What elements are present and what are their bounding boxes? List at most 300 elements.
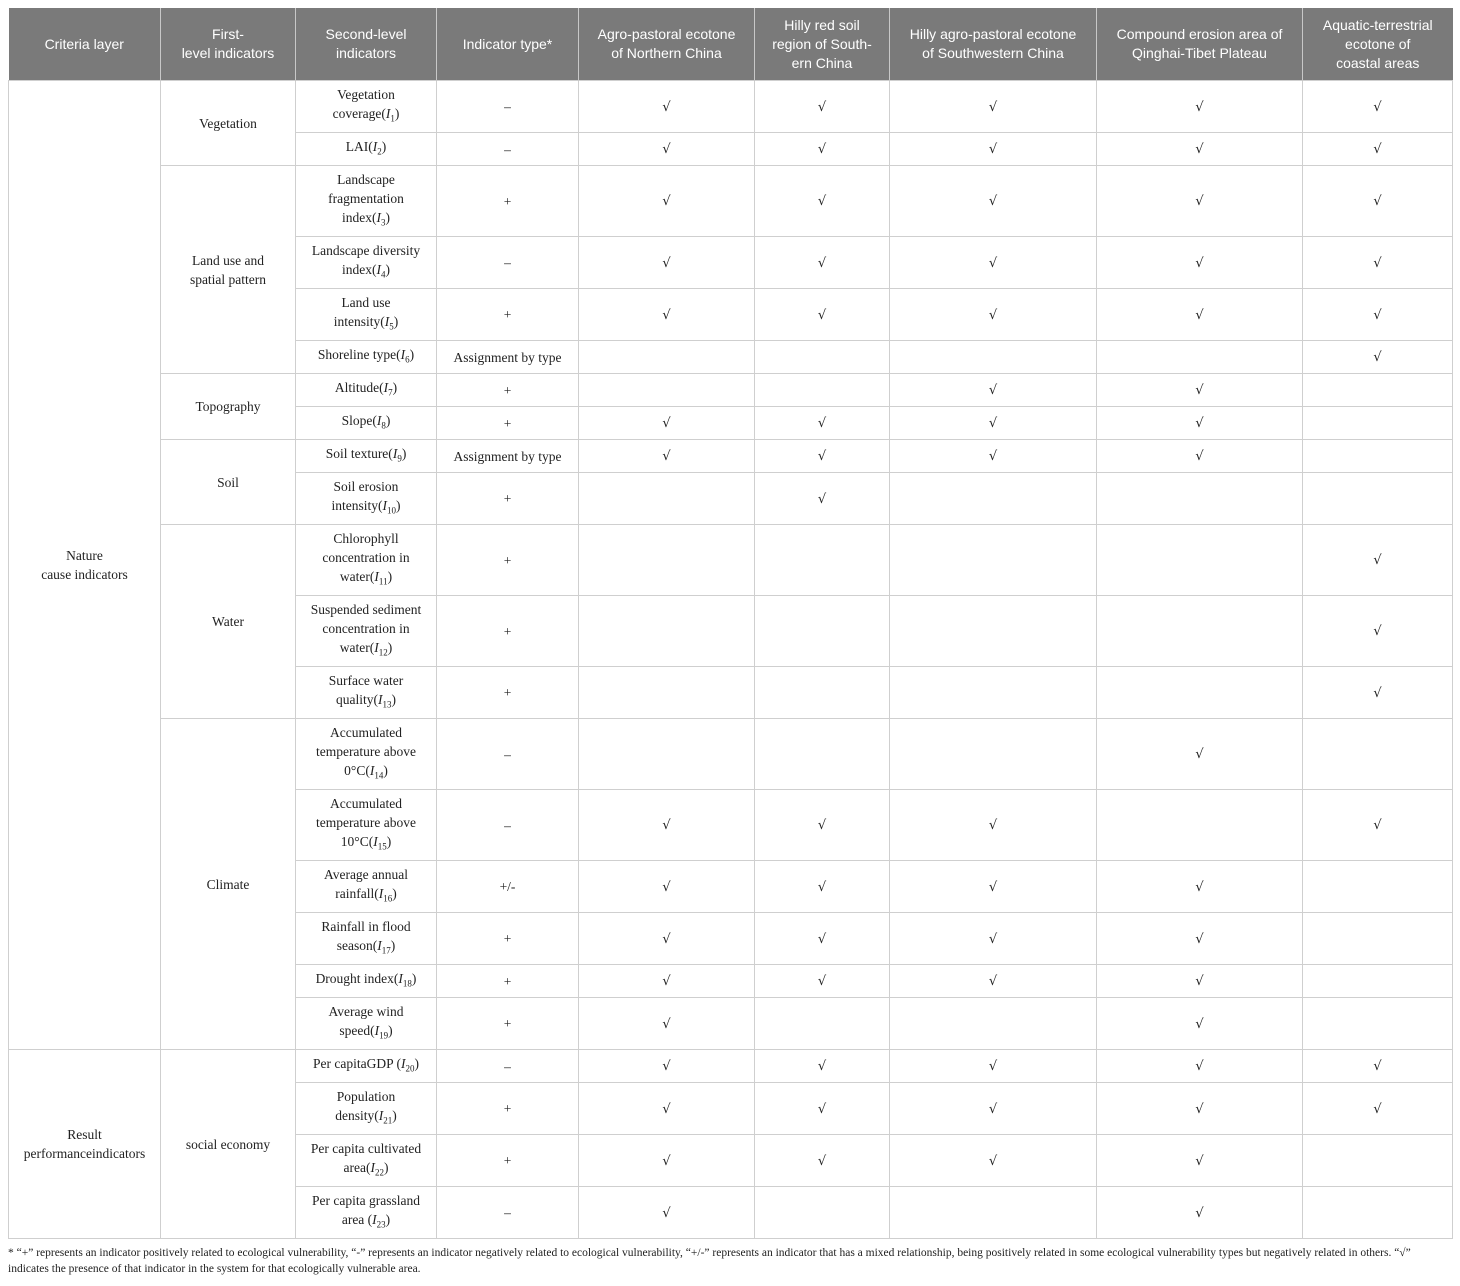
check-mark-icon: √ (1373, 194, 1382, 209)
region-presence-cell (1097, 1083, 1303, 1135)
indicator-name: Soil texture( (325, 445, 393, 461)
check-mark-icon: √ (662, 255, 671, 271)
check-mark-icon: √ (988, 194, 998, 209)
indicator-subscript: 3 (381, 217, 386, 228)
check-mark-icon: √ (988, 1059, 998, 1074)
region-presence-cell (890, 719, 1097, 790)
region-presence-cell (1303, 407, 1453, 440)
indicator-symbol: I (372, 138, 378, 154)
indicator-table (8, 8, 1453, 1239)
region-presence-cell (755, 440, 890, 473)
region-presence-cell (1303, 913, 1453, 965)
indicator-name: Average wind speed( (328, 1003, 404, 1038)
check-mark-icon: √ (988, 1153, 998, 1169)
indicator-tail: ) (411, 970, 417, 986)
indicator-tail: ) (391, 691, 396, 707)
table-header (9, 8, 1453, 81)
check-mark-icon: √ (817, 416, 827, 431)
check-mark-icon: √ (817, 931, 827, 947)
check-mark-icon: √ (662, 931, 671, 947)
indicator-symbol: I (385, 105, 391, 121)
region-presence-cell (1303, 667, 1453, 719)
table-row (9, 1050, 1453, 1083)
check-mark-icon: √ (817, 491, 827, 507)
check-mark-icon: √ (988, 416, 998, 431)
indicator-symbol: I (370, 1159, 375, 1175)
region-presence-cell (890, 1187, 1097, 1239)
region-presence-cell (1097, 998, 1303, 1050)
check-mark-icon: √ (662, 1205, 671, 1221)
check-mark-icon: √ (1195, 142, 1204, 157)
region-presence-cell (1097, 81, 1303, 133)
region-presence-cell (579, 374, 755, 407)
indicator-symbol: I (384, 313, 390, 329)
check-mark-icon: √ (1373, 685, 1382, 701)
region-presence-cell (579, 525, 755, 596)
region-presence-cell (755, 525, 890, 596)
first-level-indicator-cell: Water (161, 525, 296, 719)
region-presence-cell (1303, 861, 1453, 913)
check-mark-icon: √ (1195, 99, 1204, 115)
second-level-indicator-cell (296, 289, 437, 341)
indicator-type-cell: – (437, 719, 579, 790)
region-presence-cell (755, 790, 890, 861)
indicator-tail: ) (383, 762, 388, 778)
indicator-tail: ) (386, 833, 392, 849)
check-mark-icon: √ (817, 307, 827, 323)
indicator-subscript: 5 (389, 321, 394, 332)
indicator-symbol: I (374, 639, 379, 655)
indicator-symbol: I (376, 209, 381, 225)
indicator-type-cell: + (437, 1135, 579, 1187)
indicator-type-cell: + (437, 596, 579, 667)
indicator-subscript: 18 (402, 978, 412, 989)
indicator-name: Slope( (341, 412, 377, 428)
region-presence-cell (1303, 1083, 1453, 1135)
criteria-layer-cell: Nature cause indicators (9, 81, 161, 1050)
header-second-level (296, 8, 437, 81)
second-level-indicator-cell (296, 965, 437, 998)
region-presence-cell (579, 913, 755, 965)
header-second-level-label: Second-level indicators (325, 26, 407, 61)
check-mark-icon: √ (662, 1153, 671, 1169)
check-mark-icon: √ (1373, 624, 1382, 639)
region-presence-cell (890, 667, 1097, 719)
second-level-indicator-cell (296, 1083, 437, 1135)
region-presence-cell (579, 1135, 755, 1187)
indicator-symbol: I (398, 970, 403, 986)
table-footnote: * “+” represents an indicator positively related to ecological vulnerability, “-” represents an indicator negatively related to ecological vulnerability, “+/-” represents an indicator that has a mixed relationship, being positively related in some ecological vulnerability types but negatively related in others. “√” indicates the presence of that indicator in the system for that ecologically vulnerable area. (8, 1247, 1411, 1275)
indicator-name: Shoreline type( (317, 346, 401, 362)
check-mark-icon: √ (817, 1153, 827, 1169)
region-presence-cell (755, 407, 890, 440)
indicator-tail: ) (392, 1107, 397, 1123)
region-presence-cell (890, 525, 1097, 596)
check-mark-icon: √ (662, 974, 671, 989)
indicator-name: Landscape diversity index( (311, 242, 421, 277)
indicator-tail: ) (383, 1159, 389, 1175)
region-presence-cell (1303, 790, 1453, 861)
header-region-coastal: Aquatic-terrestrial ecotone of coastal areas (1303, 8, 1453, 81)
check-mark-icon: √ (817, 1059, 827, 1074)
second-level-indicator-cell (296, 81, 437, 133)
region-presence-cell (890, 596, 1097, 667)
region-presence-cell (1303, 341, 1453, 374)
second-level-indicator-cell (296, 525, 437, 596)
indicator-symbol: I (400, 1055, 406, 1071)
indicator-subscript: 14 (374, 770, 384, 781)
region-presence-cell (1097, 237, 1303, 289)
check-mark-icon: √ (662, 1016, 671, 1032)
indicator-type-cell: +/- (437, 861, 579, 913)
region-presence-cell (1097, 913, 1303, 965)
indicator-subscript: 22 (374, 1167, 384, 1178)
indicator-name: Soil erosion intensity( (331, 478, 399, 513)
check-mark-icon: √ (1195, 1205, 1204, 1221)
table-row (9, 440, 1453, 473)
second-level-indicator-cell (296, 440, 437, 473)
second-level-indicator-cell (296, 341, 437, 374)
region-presence-cell (579, 341, 755, 374)
region-presence-cell (1097, 407, 1303, 440)
region-presence-cell (1097, 374, 1303, 407)
check-mark-icon: √ (988, 99, 998, 115)
region-presence-cell (579, 440, 755, 473)
indicator-symbol: I (383, 379, 389, 395)
indicator-tail: ) (390, 937, 396, 953)
table-row (9, 81, 1453, 133)
indicator-type-cell: + (437, 913, 579, 965)
check-mark-icon: √ (1195, 307, 1204, 323)
check-mark-icon: √ (662, 818, 671, 833)
indicator-tail: ) (392, 379, 398, 395)
check-mark-icon: √ (1373, 553, 1382, 568)
indicator-name: Vegetation coverage( (332, 86, 395, 121)
region-presence-cell (579, 998, 755, 1050)
region-presence-cell (755, 473, 890, 525)
indicator-type-cell: + (437, 998, 579, 1050)
check-mark-icon: √ (1373, 1059, 1382, 1074)
check-mark-icon: √ (662, 416, 671, 431)
region-presence-cell (1097, 341, 1303, 374)
indicator-type-cell: + (437, 407, 579, 440)
second-level-indicator-cell (296, 374, 437, 407)
region-presence-cell (755, 1083, 890, 1135)
check-mark-icon: √ (662, 449, 671, 464)
region-presence-cell (890, 166, 1097, 237)
indicator-subscript: 2 (377, 146, 382, 157)
indicator-name: Land use intensity( (333, 294, 391, 329)
region-presence-cell (890, 790, 1097, 861)
check-mark-icon: √ (1195, 931, 1204, 947)
indicator-subscript: 20 (405, 1063, 415, 1074)
region-presence-cell (579, 289, 755, 341)
region-presence-cell (755, 1050, 890, 1083)
region-presence-cell (755, 81, 890, 133)
region-presence-cell (890, 237, 1097, 289)
indicator-symbol: I (369, 762, 375, 778)
indicator-subscript: 16 (383, 893, 393, 904)
check-mark-icon: √ (988, 1101, 998, 1117)
indicator-subscript: 9 (397, 453, 402, 464)
indicator-subscript: 7 (388, 387, 393, 398)
region-presence-cell (1097, 861, 1303, 913)
indicator-tail: ) (385, 209, 390, 225)
header-first-level (161, 8, 296, 81)
indicator-subscript: 1 (390, 113, 395, 124)
indicator-name: Population density( (335, 1088, 396, 1123)
check-mark-icon: √ (817, 449, 827, 464)
header-first-level-label: First- level indicators (181, 26, 275, 61)
check-mark-icon: √ (1195, 1153, 1204, 1169)
indicator-name: Rainfall in flood season( (321, 918, 411, 953)
check-mark-icon: √ (988, 974, 998, 989)
table-body (9, 81, 1453, 1239)
indicator-type-cell: – (437, 790, 579, 861)
region-presence-cell (890, 81, 1097, 133)
indicator-type-cell: – (437, 81, 579, 133)
indicator-type-cell: – (437, 1187, 579, 1239)
header-region-southwestern: Hilly agro-pastoral ecotone of Southwestern China (890, 8, 1097, 81)
region-presence-cell (890, 913, 1097, 965)
indicator-type-cell: – (437, 1050, 579, 1083)
region-presence-cell (1097, 667, 1303, 719)
region-presence-cell (1097, 473, 1303, 525)
indicator-tail: ) (401, 445, 407, 461)
first-level-indicator-cell: Topography (161, 374, 296, 440)
check-mark-icon: √ (1195, 1101, 1204, 1117)
check-mark-icon: √ (817, 818, 827, 833)
indicator-type-cell: + (437, 289, 579, 341)
check-mark-icon: √ (988, 449, 998, 464)
indicator-tail: ) (396, 497, 401, 513)
indicator-tail: ) (414, 1055, 419, 1071)
check-mark-icon: √ (662, 1059, 671, 1074)
check-mark-icon: √ (1195, 1016, 1204, 1032)
second-level-indicator-cell (296, 133, 437, 166)
region-presence-cell (1303, 473, 1453, 525)
check-mark-icon: √ (1195, 383, 1204, 398)
region-presence-cell (890, 965, 1097, 998)
indicator-tail: ) (381, 138, 387, 154)
check-mark-icon: √ (988, 931, 998, 947)
indicator-name: Suspended sediment concentration in water( (310, 601, 422, 655)
indicator-name: Average annual rainfall( (323, 866, 409, 901)
indicator-tail: ) (385, 412, 391, 428)
check-mark-icon: √ (988, 255, 998, 271)
region-presence-cell (890, 407, 1097, 440)
indicator-type-cell: – (437, 133, 579, 166)
region-presence-cell (755, 289, 890, 341)
region-presence-cell (1097, 790, 1303, 861)
second-level-indicator-cell (296, 1187, 437, 1239)
indicator-name: Chlorophyll concentration in water( (322, 530, 410, 584)
region-presence-cell (579, 1050, 755, 1083)
header-region-qinghai-tibet: Compound erosion area of Qinghai-Tibet Plateau (1097, 8, 1303, 81)
check-mark-icon: √ (662, 194, 671, 209)
region-presence-cell (1303, 133, 1453, 166)
indicator-subscript: 10 (387, 505, 396, 516)
indicator-name: Per capita grassland area ( (312, 1192, 420, 1227)
first-level-indicator-cell: Climate (161, 719, 296, 1050)
second-level-indicator-cell (296, 237, 437, 289)
region-presence-cell (890, 1135, 1097, 1187)
check-mark-icon: √ (1195, 747, 1204, 762)
region-presence-cell (1097, 1187, 1303, 1239)
region-presence-cell (890, 289, 1097, 341)
second-level-indicator-cell (296, 407, 437, 440)
region-presence-cell (1303, 998, 1453, 1050)
indicator-type-cell: + (437, 166, 579, 237)
second-level-indicator-cell (296, 913, 437, 965)
region-presence-cell (579, 861, 755, 913)
table-row (9, 166, 1453, 237)
indicator-symbol: I (374, 568, 379, 584)
region-presence-cell (755, 719, 890, 790)
check-mark-icon: √ (988, 818, 998, 833)
check-mark-icon: √ (817, 255, 827, 271)
indicator-tail: ) (385, 1211, 391, 1227)
region-presence-cell (579, 965, 755, 998)
check-mark-icon: √ (817, 1101, 827, 1117)
second-level-indicator-cell (296, 166, 437, 237)
indicator-name: Landscape fragmentation index( (328, 171, 404, 225)
check-mark-icon: √ (662, 142, 671, 157)
region-presence-cell (755, 998, 890, 1050)
indicator-subscript: 4 (381, 269, 386, 280)
region-presence-cell (890, 861, 1097, 913)
indicator-name: Surface water quality( (328, 672, 404, 707)
region-presence-cell (1303, 166, 1453, 237)
region-presence-cell (755, 861, 890, 913)
check-mark-icon: √ (1373, 350, 1382, 365)
check-mark-icon: √ (1195, 449, 1204, 464)
region-presence-cell (1097, 525, 1303, 596)
table-row (9, 525, 1453, 596)
region-presence-cell (890, 1083, 1097, 1135)
first-level-indicator-cell: Land use and spatial pattern (161, 166, 296, 374)
indicator-tail: ) (387, 568, 393, 584)
check-mark-icon: √ (662, 1101, 671, 1117)
second-level-indicator-cell (296, 719, 437, 790)
region-presence-cell (755, 1135, 890, 1187)
region-presence-cell (579, 81, 755, 133)
region-presence-cell (755, 596, 890, 667)
region-presence-cell (579, 719, 755, 790)
check-mark-icon: √ (1373, 307, 1382, 323)
indicator-symbol: I (382, 497, 387, 513)
region-presence-cell (1097, 133, 1303, 166)
region-presence-cell (579, 1083, 755, 1135)
region-presence-cell (1097, 440, 1303, 473)
region-presence-cell (579, 133, 755, 166)
first-level-indicator-cell: social economy (161, 1050, 296, 1239)
check-mark-icon: √ (988, 383, 998, 398)
indicator-type-cell: Assignment by type (437, 341, 579, 374)
header-row (9, 8, 1453, 81)
indicator-name: Altitude( (334, 379, 384, 395)
indicator-symbol: I (377, 937, 382, 953)
indicator-subscript: 17 (381, 945, 391, 956)
indicator-tail: ) (385, 261, 390, 277)
indicator-name: Accumulated temperature above 10°C( (315, 795, 417, 849)
check-mark-icon: √ (817, 194, 827, 209)
header-criteria-layer: Criteria layer (9, 8, 161, 81)
indicator-type-cell: + (437, 667, 579, 719)
region-presence-cell (890, 341, 1097, 374)
indicator-tail: ) (392, 885, 397, 901)
indicator-subscript: 12 (378, 647, 388, 658)
check-mark-icon: √ (1195, 416, 1204, 431)
second-level-indicator-cell (296, 1135, 437, 1187)
indicator-type-cell: + (437, 473, 579, 525)
check-mark-icon: √ (817, 974, 827, 989)
indicator-tail: ) (393, 313, 399, 329)
indicator-subscript: 6 (405, 354, 410, 365)
table-row (9, 374, 1453, 407)
indicator-symbol: I (400, 346, 406, 362)
second-level-indicator-cell (296, 667, 437, 719)
indicator-name: Accumulated temperature above 0°C( (315, 724, 417, 778)
indicator-subscript: 19 (379, 1030, 389, 1041)
region-presence-cell (1303, 719, 1453, 790)
indicator-symbol: I (378, 691, 383, 707)
first-level-indicator-cell: Soil (161, 440, 296, 525)
indicator-symbol: I (373, 833, 378, 849)
indicator-symbol: I (378, 885, 384, 901)
indicator-symbol: I (374, 1022, 380, 1038)
region-presence-cell (1097, 1135, 1303, 1187)
indicator-symbol: I (376, 412, 382, 428)
check-mark-icon: √ (817, 142, 827, 157)
indicator-symbol: I (392, 445, 398, 461)
region-presence-cell (890, 133, 1097, 166)
region-presence-cell (579, 407, 755, 440)
region-presence-cell (890, 998, 1097, 1050)
table-row (9, 719, 1453, 790)
region-presence-cell (1303, 1050, 1453, 1083)
check-mark-icon: √ (1195, 1059, 1204, 1074)
region-presence-cell (1097, 166, 1303, 237)
indicator-tail: ) (409, 346, 415, 362)
region-presence-cell (1303, 237, 1453, 289)
region-presence-cell (1303, 596, 1453, 667)
check-mark-icon: √ (988, 307, 998, 323)
check-mark-icon: √ (988, 879, 998, 895)
header-region-southern: Hilly red soil region of South- ern China (755, 8, 890, 81)
region-presence-cell (1097, 596, 1303, 667)
indicator-type-cell: + (437, 965, 579, 998)
indicator-type-cell: Assignment by type (437, 440, 579, 473)
check-mark-icon: √ (817, 99, 827, 115)
check-mark-icon: √ (662, 879, 671, 895)
indicator-name: LAI( (345, 138, 373, 154)
check-mark-icon: √ (1195, 194, 1204, 209)
indicator-type-cell: + (437, 1083, 579, 1135)
indicator-subscript: 21 (383, 1115, 393, 1126)
header-indicator-type: Indicator type* (437, 8, 579, 81)
check-mark-icon: √ (1373, 818, 1382, 833)
region-presence-cell (1303, 81, 1453, 133)
indicator-type-cell: + (437, 374, 579, 407)
region-presence-cell (890, 374, 1097, 407)
region-presence-cell (890, 473, 1097, 525)
check-mark-icon: √ (1373, 99, 1382, 115)
region-presence-cell (1303, 289, 1453, 341)
region-presence-cell (579, 1187, 755, 1239)
region-presence-cell (1303, 440, 1453, 473)
first-level-indicator-cell: Vegetation (161, 81, 296, 166)
